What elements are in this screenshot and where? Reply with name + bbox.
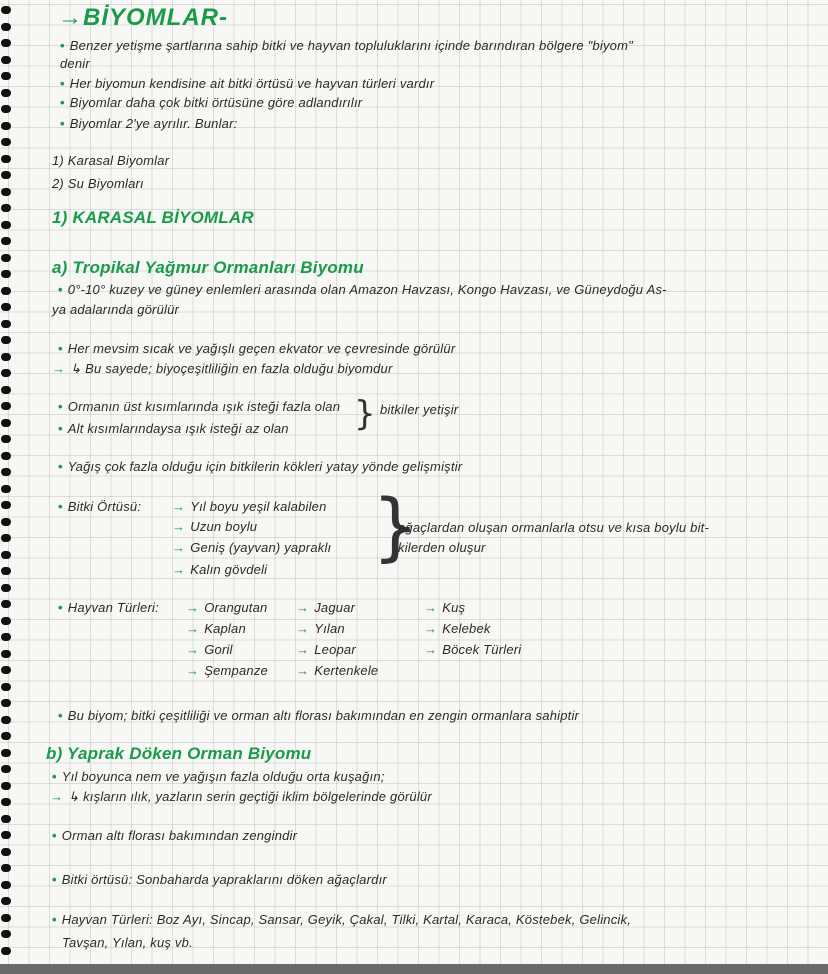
note-line: → ↳ kışların ılık, yazların serin geçtiği iklim bölgelerinde görülür [50, 789, 432, 804]
arrow-icon: → [186, 663, 200, 678]
spiral-ring [1, 501, 11, 509]
spiral-ring [1, 336, 11, 344]
spiral-ring [1, 221, 11, 229]
animal-label: • Hayvan Türleri: [58, 600, 159, 615]
spiral-ring [1, 56, 11, 64]
animal-item [296, 600, 355, 615]
arrow-icon: → [186, 642, 200, 657]
spiral-ring [1, 452, 11, 460]
spiral-ring [1, 353, 11, 361]
spiral-ring [1, 732, 11, 740]
list-item: → Kalın gövdeli [172, 562, 268, 577]
animal-item [296, 642, 356, 657]
arrow-icon: → [296, 663, 310, 678]
note-line: • Yıl boyunca nem ve yağışın fazla olduğu orta kuşağın; [52, 769, 385, 784]
note-line: • Hayvan Türleri: Boz Ayı, Sincap, Sansar, Geyik, Çakal, Tilki, Kartal, Karaca, Köstebek, Gelincik, [52, 912, 632, 927]
spiral-ring [1, 72, 11, 80]
spiral-ring [1, 782, 11, 790]
spiral-ring [1, 89, 11, 97]
list-item: → Geniş (yayvan) yapraklı [172, 540, 332, 555]
animal-name: Orangutan [204, 600, 268, 615]
animal-name: Kuş [442, 600, 466, 615]
note-line: Tavşan, Yılan, kuş vb. [62, 935, 193, 950]
spiral-ring [1, 237, 11, 245]
note-line: • Bitki örtüsü: Sonbaharda yapraklarını döken ağaçlardır [52, 872, 387, 887]
spiral-ring [1, 254, 11, 262]
arrow-icon: → [424, 621, 438, 636]
spiral-ring [1, 749, 11, 757]
spiral-ring [1, 930, 11, 938]
spiral-ring [1, 831, 11, 839]
spiral-ring [1, 534, 11, 542]
spiral-ring [1, 683, 11, 691]
spiral-ring [1, 699, 11, 707]
spiral-ring [1, 386, 11, 394]
arrow-icon: → [296, 600, 310, 615]
spiral-ring [1, 551, 11, 559]
arrow-icon: → [186, 621, 200, 636]
arrow-icon: → [296, 621, 310, 636]
animal-item [186, 600, 267, 615]
note-line: • Alt kısımlarındaysa ışık isteği az olan [58, 421, 289, 436]
spiral-ring [1, 171, 11, 179]
animal-name: Kertenkele [314, 663, 379, 678]
note-line: • Yağış çok fazla olduğu için bitkilerin kökleri yatay yönde gelişmiştir [58, 459, 463, 474]
spiral-ring [1, 650, 11, 658]
animal-name: Böcek Türleri [442, 642, 522, 657]
spiral-ring [1, 864, 11, 872]
spiral-binding [0, 0, 14, 964]
note-line: bitkiler yetişir [380, 402, 459, 417]
note-line: • Benzer yetişme şartlarına sahip bitki ve hayvan topluluklarını içinde barındıran bölgere "biyom" [60, 38, 633, 53]
note-line: • Ormanın üst kısımlarında ışık isteği fazla olan [58, 399, 341, 414]
spiral-ring [1, 518, 11, 526]
animal-item [186, 642, 233, 657]
spiral-ring [1, 122, 11, 130]
note-line: • Bu biyom; bitki çeşitliliği ve orman altı florası bakımından en zengin ormanlara sahiptir [58, 708, 580, 723]
arrow-icon: → [424, 600, 438, 615]
list-item: 1) Karasal Biyomlar [52, 153, 170, 168]
spiral-ring [1, 914, 11, 922]
note-line: ağaçlardan oluşan ormanlarla otsu ve kısa boylu bit- [398, 520, 710, 535]
animal-name: Leopar [314, 642, 356, 657]
spiral-ring [1, 617, 11, 625]
animal-name: Yılan [314, 621, 345, 636]
spiral-ring [1, 320, 11, 328]
spiral-ring [1, 666, 11, 674]
arrow-icon: → [186, 600, 200, 615]
note-line: denir [60, 56, 90, 71]
spiral-ring [1, 567, 11, 575]
spiral-ring [1, 369, 11, 377]
spiral-ring [1, 633, 11, 641]
animal-item [424, 621, 491, 636]
brace-icon: } [372, 484, 420, 570]
spiral-ring [1, 435, 11, 443]
note-line: • Orman altı florası bakımından zengindir [52, 828, 298, 843]
spiral-ring [1, 23, 11, 31]
animal-name: Jaguar [314, 600, 356, 615]
animal-item [186, 621, 246, 636]
spiral-ring [1, 485, 11, 493]
spiral-ring [1, 716, 11, 724]
spiral-ring [1, 765, 11, 773]
list-item: 2) Su Biyomları [52, 176, 144, 191]
spiral-ring [1, 39, 11, 47]
plant-label: • Bitki Örtüsü: [58, 499, 142, 514]
note-line: • Her mevsim sıcak ve yağışlı geçen ekvator ve çevresinde görülür [58, 341, 456, 356]
page-title: →BİYOMLAR- [58, 4, 228, 31]
spiral-ring [1, 155, 11, 163]
spiral-ring [1, 468, 11, 476]
spiral-ring [1, 600, 11, 608]
spiral-ring [1, 138, 11, 146]
arrow-icon: → [424, 642, 438, 657]
animal-name: Goril [204, 642, 233, 657]
animal-item [296, 663, 378, 678]
note-line: • 0°-10° kuzey ve güney enlemleri arasında olan Amazon Havzası, Kongo Havzası, ve Güneydoğu As- [58, 282, 667, 297]
animal-item [186, 663, 268, 678]
spiral-ring [1, 947, 11, 955]
animal-item [424, 600, 465, 615]
spiral-ring [1, 881, 11, 889]
spiral-ring [1, 188, 11, 196]
spiral-ring [1, 419, 11, 427]
subsection-heading: a) Tropikal Yağmur Ormanları Biyomu [52, 258, 364, 277]
spiral-ring [1, 105, 11, 113]
spiral-ring [1, 402, 11, 410]
note-line: kilerden oluşur [398, 540, 486, 555]
animal-name: Kaplan [204, 621, 246, 636]
spiral-ring [1, 584, 11, 592]
animal-name: Şempanze [204, 663, 268, 678]
section-heading: 1) KARASAL BİYOMLAR [52, 208, 254, 227]
page-edge [0, 964, 828, 974]
spiral-ring [1, 815, 11, 823]
spiral-ring [1, 204, 11, 212]
subsection-heading: b) Yaprak Döken Orman Biyomu [46, 744, 312, 763]
list-item: → Uzun boylu [172, 519, 258, 534]
list-item: → Yıl boyu yeşil kalabilen [172, 499, 327, 514]
note-line: • Her biyomun kendisine ait bitki örtüsü ve hayvan türleri vardır [60, 76, 435, 91]
arrow-icon: → [296, 642, 310, 657]
spiral-ring [1, 287, 11, 295]
note-line: ya adalarında görülür [52, 302, 180, 317]
spiral-ring [1, 798, 11, 806]
note-line: → ↳ Bu sayede; biyoçeşitliliğin en fazla olduğu biyomdur [52, 361, 393, 376]
animal-name: Kelebek [442, 621, 491, 636]
note-line: • Biyomlar daha çok bitki örtüsüne göre adlandırılır [60, 95, 363, 110]
spiral-ring [1, 270, 11, 278]
spiral-ring [1, 6, 11, 14]
brace-icon: } [354, 394, 376, 434]
spiral-ring [1, 303, 11, 311]
animal-item [424, 642, 521, 657]
spiral-ring [1, 897, 11, 905]
animal-item [296, 621, 345, 636]
spiral-ring [1, 848, 11, 856]
note-line: • Biyomlar 2'ye ayrılır. Bunlar: [60, 116, 238, 131]
